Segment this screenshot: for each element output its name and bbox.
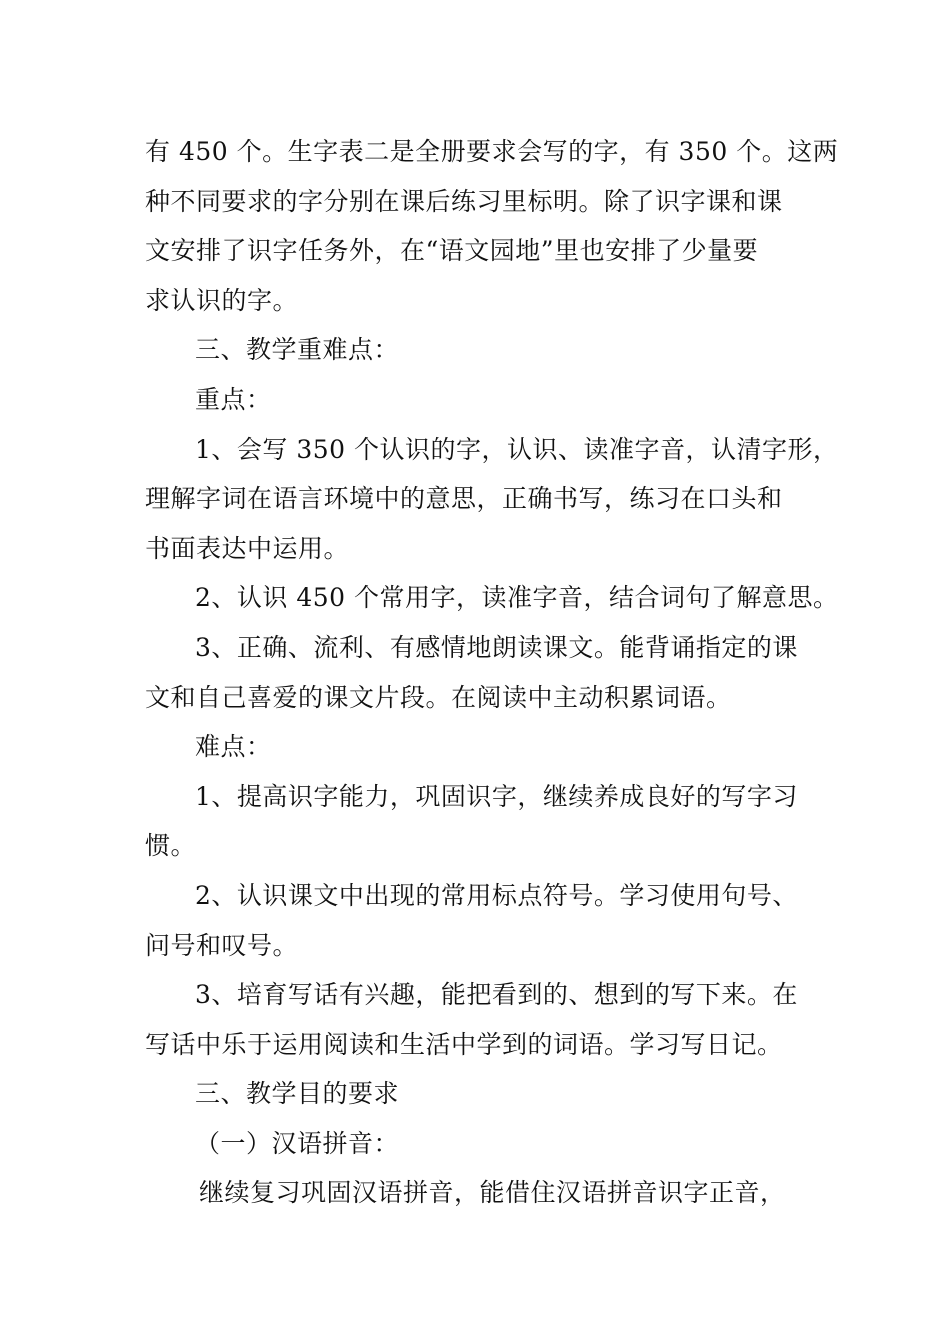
text-line: 2、认识课文中出现的常用标点符号。学习使用句号、 (195, 880, 798, 910)
text-line: 3、正确、流利、有感情地朗读课文。能背诵指定的课 (195, 632, 798, 662)
text-line: 写话中乐于运用阅读和生活中学到的词语。学习写日记。 (145, 1029, 783, 1059)
subsection-heading: （一）汉语拼音： (195, 1128, 400, 1158)
section-heading: 三、教学目的要求 (195, 1079, 400, 1109)
text-line: 文安排了识字任务外，在“语文园地”里也安排了少量要 (145, 236, 759, 266)
text-line: 1、会写 350 个认识的字，认识、读准字音，认清字形， (195, 434, 839, 464)
text-line: 2、认识 450 个常用字，读准字音，结合词句了解意思。 (195, 583, 839, 613)
text-line: 理解字词在语言环境中的意思，正确书写，练习在口头和 (145, 484, 783, 514)
section-heading: 三、教学重难点： (195, 335, 400, 365)
text-line: 惯。 (145, 831, 197, 861)
text-line: 问号和叹号。 (145, 930, 299, 960)
text-line: 1、提高识字能力，巩固识字，继续养成良好的写字习 (195, 781, 798, 811)
text-line: 种不同要求的字分别在课后练习里标明。除了识字课和课 (145, 186, 783, 216)
text-line: 3、培育写话有兴趣，能把看到的、想到的写下来。在 (195, 980, 798, 1010)
subheading-difficulties: 难点： (195, 732, 272, 762)
text-line: 文和自己喜爱的课文片段。在阅读中主动积累词语。 (145, 682, 732, 712)
document-body (145, 127, 839, 1218)
text-line: 求认识的字。 (145, 285, 299, 315)
text-line: 书面表达中运用。 (145, 533, 350, 563)
subheading-key-points: 重点： (195, 384, 272, 414)
text-line: 有 450 个。生字表二是全册要求会写的字，有 350 个。这两 (145, 137, 839, 166)
text-line: 继续复习巩固汉语拼音，能借住汉语拼音识字正音， (199, 1178, 786, 1208)
